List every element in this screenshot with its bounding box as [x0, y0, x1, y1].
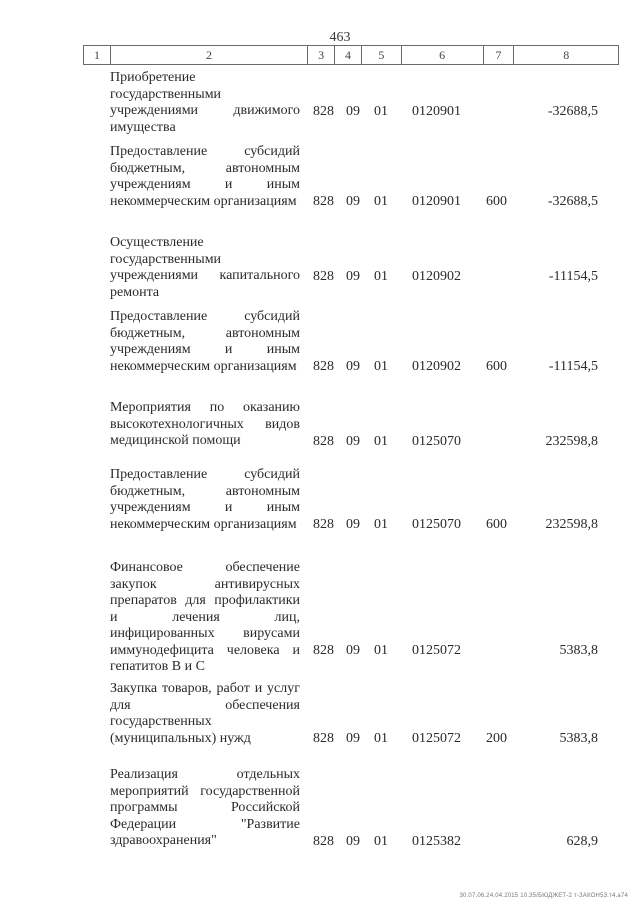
row-col-8: 5383,8 [559, 730, 598, 746]
table-row [110, 560, 616, 674]
row-col-3: 828 [313, 730, 334, 746]
row-col-8: 232598,8 [545, 516, 598, 532]
row-col-4: 09 [346, 516, 360, 532]
row-col-8: 628,9 [566, 833, 598, 849]
header-col-3: 3 [308, 46, 335, 64]
row-col-4: 09 [346, 730, 360, 746]
row-col-6: 0125072 [412, 730, 461, 746]
row-col-5: 01 [374, 730, 388, 746]
row-name: Предоставление субсидий бюджетным, автономным учреждениям и иным некоммерческим организациям [110, 144, 300, 209]
header-col-2: 2 [111, 46, 308, 64]
row-col-8: -32688,5 [547, 193, 598, 209]
header-col-5: 5 [362, 46, 402, 64]
row-name: Осуществление государственными учреждениями капитального ремонта [110, 235, 300, 300]
table-row [110, 400, 616, 450]
row-name: Приобретение государственными учреждениями движимого имущества [110, 70, 300, 135]
row-col-8: -11154,5 [548, 268, 598, 284]
header-col-4: 4 [335, 46, 362, 64]
row-col-5: 01 [374, 268, 388, 284]
page-number: 463 [329, 30, 351, 45]
header-col-6: 6 [402, 46, 484, 64]
row-name: Предоставление субсидий бюджетным, автономным учреждениям и иным некоммерческим организациям [110, 467, 300, 532]
row-col-4: 09 [346, 268, 360, 284]
row-col-3: 828 [313, 268, 334, 284]
row-col-5: 01 [374, 193, 388, 209]
row-col-6: 0120901 [412, 103, 461, 119]
row-col-6: 0120901 [412, 193, 461, 209]
footer-stamp: 30.07.06.24.04.2015 10.35/БЮДЖЕТ-2 т-ЗАКОН53.т4.а74 [459, 893, 628, 899]
table-row [110, 309, 616, 375]
table-row [110, 681, 616, 747]
row-col-4: 09 [346, 833, 360, 849]
row-name: Закупка товаров, работ и услуг для обеспечения государственных (муниципальных) нужд [110, 681, 300, 746]
row-col-7: 600 [486, 193, 507, 209]
row-col-8: 232598,8 [545, 433, 598, 449]
row-col-3: 828 [313, 193, 334, 209]
header-col-7: 7 [484, 46, 515, 64]
row-col-6: 0125382 [412, 833, 461, 849]
row-col-4: 09 [346, 642, 360, 658]
row-col-8: -11154,5 [548, 358, 598, 374]
row-col-7: 600 [486, 358, 507, 374]
row-col-6: 0120902 [412, 268, 461, 284]
row-name: Реализация отдельных мероприятий государственной программы Российской Федерации "Развитие здравоохранения" [110, 767, 300, 848]
row-col-4: 09 [346, 103, 360, 119]
table-header-row [83, 45, 619, 65]
row-col-5: 01 [374, 433, 388, 449]
row-col-3: 828 [313, 358, 334, 374]
table-row [110, 467, 616, 533]
row-col-4: 09 [346, 193, 360, 209]
row-col-6: 0125070 [412, 516, 461, 532]
row-col-5: 01 [374, 833, 388, 849]
row-name: Мероприятия по оказанию высокотехнологичных видов медицинской помощи [110, 400, 300, 448]
row-col-6: 0125070 [412, 433, 461, 449]
row-col-3: 828 [313, 103, 334, 119]
row-col-3: 828 [313, 516, 334, 532]
row-col-7: 200 [486, 730, 507, 746]
header-col-1: 1 [84, 46, 111, 64]
row-col-5: 01 [374, 358, 388, 374]
table-row [110, 235, 616, 300]
row-col-4: 09 [346, 358, 360, 374]
row-col-5: 01 [374, 642, 388, 658]
row-name: Финансовое обеспечение закупок антивирусных препаратов для профилактики и лечения лиц, инфицированных вирусами иммунодефицита человека и гепатитов В и С [110, 560, 300, 674]
row-col-8: -32688,5 [547, 103, 598, 119]
row-col-3: 828 [313, 833, 334, 849]
row-col-6: 0120902 [412, 358, 461, 374]
table-row [110, 70, 616, 135]
header-col-8: 8 [563, 48, 570, 62]
row-col-8: 5383,8 [559, 642, 598, 658]
row-col-5: 01 [374, 516, 388, 532]
row-col-7: 600 [486, 516, 507, 532]
row-col-3: 828 [313, 433, 334, 449]
table-row [110, 144, 616, 210]
row-col-3: 828 [313, 642, 334, 658]
row-col-5: 01 [374, 103, 388, 119]
row-col-6: 0125072 [412, 642, 461, 658]
table-row [110, 767, 616, 850]
row-name: Предоставление субсидий бюджетным, автономным учреждениям и иным некоммерческим организациям [110, 309, 300, 374]
row-col-4: 09 [346, 433, 360, 449]
